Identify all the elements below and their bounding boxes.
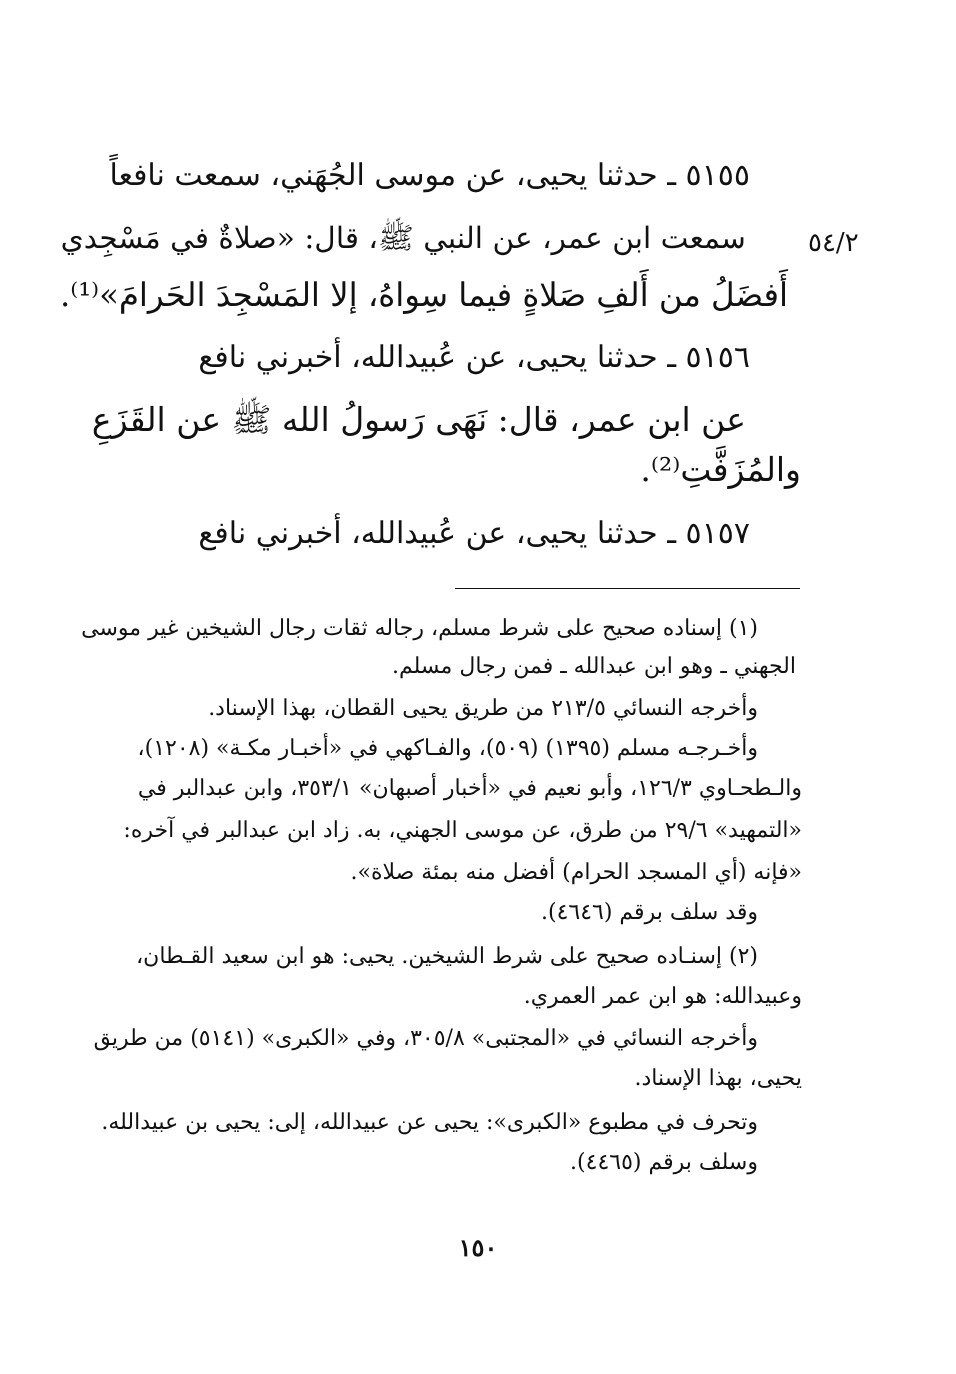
margin-reference: ٥٤/٢	[808, 228, 859, 258]
footnote-1-line7: «فإنه (أي المسجد الحرام) أفضل منه بمئة صلاة».	[350, 860, 802, 885]
hadith-5155-text-line2: أَفضَلُ من أَلفِ صَلاةٍ فيما سِواهُ، إلا المَسْجِدَ الحَرامَ»⁽¹⁾.	[59, 276, 788, 314]
hadith-5155-text-line1: سمعت ابن عمر، عن النبي ﷺ، قال: «صلاةٌ في مَسْجِدي	[60, 220, 746, 255]
footnote-1-line6: «التمهيد» ٢٩/٦ من طرق، عن موسى الجهني، به. زاد ابن عبدالبر في آخره:	[123, 818, 802, 843]
hadith-5155-chain: ٥١٥٥ ـ حدثنا يحيى، عن موسى الجُهَني، سمعت نافعاً	[109, 158, 750, 193]
footnote-1-line2: الجهني ـ وهو ابن عبدالله ـ فمن رجال مسلم.	[392, 654, 796, 679]
footnote-1-line8: وقد سلف برقم (٤٦٤٦).	[540, 900, 758, 925]
page-number: ١٥٠	[458, 1233, 498, 1262]
footnote-2-line4: يحيى، بهذا الإسناد.	[634, 1066, 802, 1091]
hadith-5156-text-line2: والمُزَفَّتِ⁽²⁾.	[640, 450, 801, 489]
footnote-2-line2: وعبيدالله: هو ابن عمر العمري.	[523, 984, 802, 1009]
footnote-1-line5: والـطحـاوي ١٢٦/٣، وأبو نعيم في «أخبار أصبهان» ٣٥٣/١، وابن عبدالبر في	[137, 776, 802, 801]
footnote-2-line3: وأخرجه النسائي في «المجتبى» ٣٠٥/٨، وفي «الكبرى» (٥١٤١) من طريق	[93, 1026, 758, 1051]
footnote-1-line3: وأخرجه النسائي ٢١٣/٥ من طريق يحيى القطان، بهذا الإسناد.	[208, 696, 758, 721]
footnote-2-line5: وتحرف في مطبوع «الكبرى»: يحيى عن عبيدالله، إلى: يحيى بن عبيدالله.	[101, 1110, 758, 1135]
footnote-separator	[455, 588, 800, 589]
footnote-2-line6: وسلف برقم (٤٤٦٥).	[570, 1150, 758, 1175]
footnote-1-line1: (١) إسناده صحيح على شرط مسلم، رجاله ثقات رجال الشيخين غير موسى	[81, 616, 758, 641]
hadith-5156-text-line1: عن ابن عمر، قال: نَهَى رَسولُ الله ﷺ عن القَزَعِ	[91, 400, 746, 439]
footnote-2-line1: (٢) إسنـاده صحيح على شرط الشيخين. يحيى: هو ابن سعيد القـطان،	[136, 944, 758, 969]
hadith-5156-chain: ٥١٥٦ ـ حدثنا يحيى، عن عُبيدالله، أخبرني نافع	[198, 340, 750, 375]
footnote-1-line4: وأخـرجـه مسلم (١٣٩٥) (٥٠٩)، والفـاكهي في «أخبـار مكـة» (١٢٠٨)،	[137, 736, 758, 761]
hadith-5157-chain: ٥١٥٧ ـ حدثنا يحيى، عن عُبيدالله، أخبرني نافع	[198, 516, 750, 551]
